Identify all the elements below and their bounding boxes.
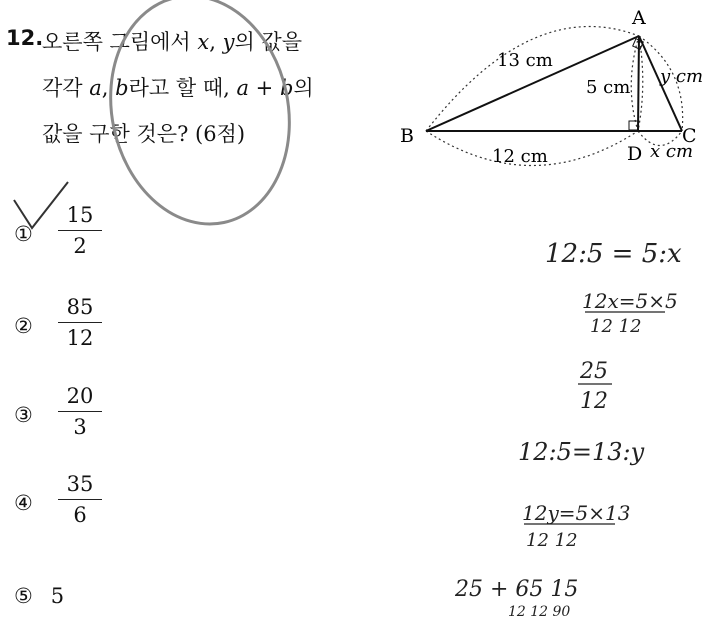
choice-1-fraction — [58, 203, 102, 258]
length-label-AB: 13 cm — [497, 50, 553, 71]
question-text: 의 — [293, 76, 314, 100]
choice-marker: ⑤ — [14, 584, 33, 608]
work-line-6: 25 + 65 15 — [455, 577, 579, 602]
length-label-BD: 12 cm — [492, 146, 548, 167]
work-line-1: 12:5 = 5:x — [545, 239, 682, 269]
vertex-label-C: C — [682, 125, 697, 147]
fraction-denominator: 6 — [73, 503, 87, 527]
variable-b: b — [115, 76, 129, 100]
fraction-denominator: 2 — [73, 234, 87, 258]
question-text: 오른쪽 그림에서 — [42, 30, 191, 54]
choice-5[interactable] — [14, 584, 64, 608]
question-text: 의 값을 — [234, 30, 303, 54]
variable-a: a — [89, 76, 102, 100]
expression-a-plus-b: a + b — [236, 76, 294, 100]
choice-4-fraction — [58, 472, 102, 527]
fraction-numerator: 15 — [58, 203, 102, 231]
circle-annotation — [90, 0, 310, 241]
question-text: 라고 할 때, — [128, 76, 230, 100]
question-line-3: 값을 구한 것은? (6점) — [42, 122, 246, 146]
fraction-denominator: 3 — [73, 415, 87, 439]
vertex-label-A: A — [632, 7, 646, 29]
question-number: 12. — [6, 26, 44, 50]
choice-3-fraction — [58, 384, 102, 439]
work-line-3-denominator: 12 — [580, 389, 608, 414]
choice-2-fraction — [58, 295, 102, 350]
choice-4[interactable] — [14, 491, 44, 515]
work-line-2-denominator: 12 12 — [590, 316, 642, 337]
work-line-4: 12:5=13:y — [518, 438, 645, 466]
length-label-AC: y cm — [660, 66, 704, 87]
vertex-label-B: B — [400, 125, 414, 147]
variable-x: x — [197, 30, 210, 54]
triangle-diagram — [392, 0, 720, 170]
work-line-5-denominator: 12 12 — [526, 530, 578, 551]
fraction-denominator: 12 — [66, 326, 94, 350]
choice-2[interactable] — [14, 314, 44, 338]
comma: , — [209, 30, 216, 54]
length-label-DC: x cm — [650, 141, 694, 162]
work-line-2-numerator: 12x=5×5 — [582, 289, 678, 313]
fraction-numerator: 20 — [58, 384, 102, 412]
choice-marker: ① — [14, 222, 33, 246]
choice-1[interactable] — [14, 222, 44, 246]
variable-y: y — [222, 30, 235, 54]
length-label-AD: 5 cm — [586, 77, 631, 98]
fraction-numerator: 85 — [58, 295, 102, 323]
vertex-label-D: D — [627, 143, 643, 165]
fraction-numerator: 35 — [58, 472, 102, 500]
choice-3[interactable] — [14, 403, 44, 427]
triangle-edges — [426, 36, 682, 131]
handwritten-work — [440, 220, 720, 619]
work-line-5-numerator: 12y=5×13 — [522, 501, 631, 525]
choice-marker: ③ — [14, 403, 33, 427]
work-line-3-numerator: 25 — [580, 359, 608, 384]
work-line-6-subscripts: 12 12 90 — [508, 604, 571, 619]
question-text: 각각 — [42, 76, 83, 100]
choice-marker: ② — [14, 314, 33, 338]
comma: , — [101, 76, 109, 100]
choice-marker: ④ — [14, 491, 33, 515]
choice-value: 5 — [50, 584, 65, 608]
